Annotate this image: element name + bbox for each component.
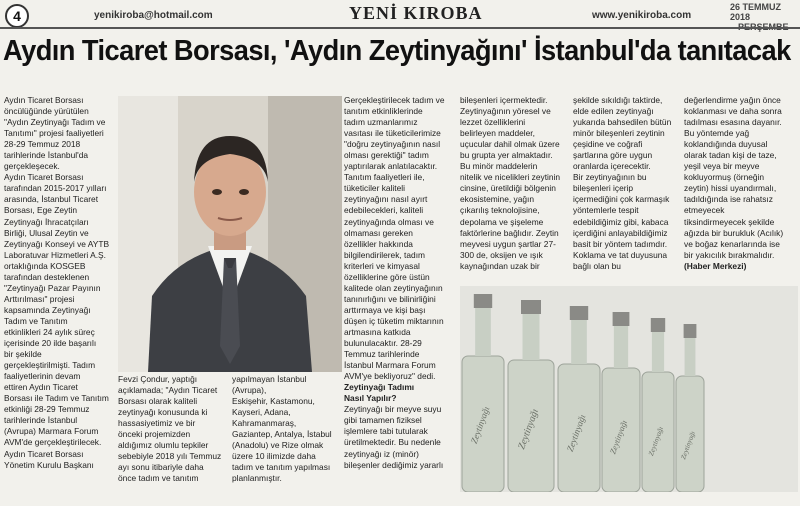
text-line: Zeytinyağı Tadımı: [344, 382, 415, 393]
text-line: zeytinyağında olması ve: [344, 216, 434, 227]
text-line: bilgilendirilerek, tadım: [344, 249, 425, 260]
text-line: bir şekilde: [4, 349, 42, 360]
text-line: tadım ve tanıtım yapılması: [232, 462, 331, 473]
text-line: etkinliği 28-29 Temmuz: [4, 404, 90, 415]
page-bottom-margin: [0, 492, 800, 506]
text-line: ve boğaz kenarlarında ise: [684, 238, 780, 249]
text-line: AVM'de gerçekleştirilecek.: [4, 437, 102, 448]
text-line: "Aydın Zeytinyağı Tadım ve: [4, 117, 106, 128]
text-line: Bu yöntemde yağ: [684, 128, 750, 139]
text-line: koklandığında duyusal: [684, 139, 768, 150]
text-line: Arttırılması" projesi: [4, 293, 75, 304]
text-line: kapsamında Zeytinyağı: [4, 304, 91, 315]
text-line: lezzet özelliklerini: [460, 117, 526, 128]
text-line: "doğru zeytinyağının nasıl: [344, 139, 441, 150]
text-line: Zeytinyağı İhracatçıları: [4, 216, 89, 227]
text-line: kaynağından uzak bir: [460, 260, 540, 271]
text-line: içerisinde 20 ilde başarılı: [4, 338, 97, 349]
text-line: yukarıda bahsedilen bütün: [573, 117, 672, 128]
text-line: tarihlerinde İstanbul: [4, 415, 78, 426]
portrait-photo: [118, 96, 342, 372]
text-line: içerdiğini anlayabildiğimiz: [573, 227, 668, 238]
text-line: kriterleri ve kimyasal: [344, 260, 420, 271]
text-column-4: [344, 95, 456, 471]
text-line: Bu minör maddelerin: [460, 161, 538, 172]
text-line: zeytinyağını nasıl ayırt: [344, 194, 428, 205]
text-line: "Zeytinyağı Pazar Payının: [4, 282, 101, 293]
text-line: planlanmıştır.: [232, 473, 282, 484]
text-line: Borsası ile Tadım ve Tanıtım: [4, 393, 109, 404]
page-header: [0, 0, 800, 28]
text-line: artmasına katkıda: [344, 326, 411, 337]
text-line: tarihlerinde İstanbul'da: [4, 150, 89, 161]
bottles-illustration: [460, 286, 798, 492]
text-line: olarak tadan kişi de taze,: [684, 150, 777, 161]
text-line: Tadım ve Tanıtım: [4, 315, 68, 326]
text-line: ayı sonu itibariyle daha: [118, 462, 204, 473]
text-line: Temmuz tarihlerinde: [344, 349, 420, 360]
text-line: tadım uzmanlarımız: [344, 117, 418, 128]
text-line: önceki projemizden: [118, 429, 191, 440]
svg-text:Zeytinyağı: Zeytinyağı: [564, 413, 588, 453]
svg-text:Zeytinyağı: Zeytinyağı: [516, 407, 542, 451]
svg-text:Zeytinyağı: Zeytinyağı: [608, 418, 629, 456]
text-line: faktörlerine bağlıdır. Zeytin: [460, 227, 559, 238]
text-line: 300 de, oksijen ve ışık: [460, 249, 543, 260]
text-line: şekilde sıkıldığı taktirde,: [573, 95, 663, 105]
website: www.yenikiroba.com: [592, 10, 692, 21]
text-line: çeşidine ve coğrafi: [573, 139, 643, 150]
text-line: içermediğini çok karmaşık: [573, 194, 670, 205]
text-line: ettiren Aydın Ticaret: [4, 382, 78, 393]
text-line: (Avrupa) Marmara Forum: [4, 426, 99, 437]
text-column-7: [684, 95, 796, 272]
text-line: meyvesi uygun şartlar 27-: [460, 238, 556, 249]
text-line: ekosistemine, yağın: [460, 194, 535, 205]
text-line: işlemlere tabi tutularak: [344, 426, 428, 437]
text-line: vasıtası ile tüketicilerimize: [344, 128, 441, 139]
text-line: Nasıl Yapılır?: [344, 393, 397, 404]
text-line: Zeytinyağının yöresel ve: [460, 106, 551, 117]
text-line: yeşil veya bir meyve: [684, 161, 760, 172]
text-line: depolama ve şişeleme: [460, 216, 544, 227]
text-line: bulunulacaktır. 28-29: [344, 338, 422, 349]
text-line: Aydın Ticaret Borsası: [4, 448, 84, 459]
text-line: uçucular dahil olmak üzere: [460, 139, 560, 150]
text-line: özelliklerine göre üstün: [344, 271, 430, 282]
text-line: arttırmaya ve kişi başı: [344, 304, 426, 315]
date-line: 26 TEMMUZ 2018: [730, 2, 782, 22]
text-line: bağlı olan bu: [573, 260, 621, 271]
text-line: düşen iç tüketim miktarının: [344, 315, 444, 326]
text-line: elde edilen zeytinyağı: [573, 106, 654, 117]
text-column-6: [573, 95, 681, 272]
text-line: tanıtım etkinliklerinde: [344, 106, 423, 117]
text-line: Tanıtımı" projesi faaliyetleri: [4, 128, 104, 139]
text-line: tadıldığında ise rahatsız: [684, 194, 773, 205]
text-line: tadılması esasına dayanır.: [684, 117, 782, 128]
text-line: gerçekleştirilmişti. Tadım: [4, 360, 96, 371]
text-line: tanınırlığını ve bilinirliğini: [344, 293, 436, 304]
text-line: faaliyetlerinin devam: [4, 371, 81, 382]
text-line: (Anadolu) ve Rize olmak: [232, 440, 324, 451]
text-line: kalitede olan zeytinyağının: [344, 282, 443, 293]
header-rule: [0, 27, 800, 29]
text-line: şartlarına göre uygun: [573, 150, 653, 161]
text-line: aldığımız olumlu tepkiler: [118, 440, 209, 451]
text-line: zeytin) hissi uyandırmalı,: [684, 183, 777, 194]
text-line: Gaziantep, Antalya, İstabul: [232, 429, 332, 440]
text-line: çıkarılış teknolojisine,: [460, 205, 540, 216]
svg-text:Zeytinyağı: Zeytinyağı: [679, 430, 697, 461]
text-line: bir yakıcılık bırakmalıdır.: [684, 249, 775, 260]
contact-email: yenikiroba@hotmail.com: [94, 10, 213, 21]
text-line: edebilecekleri, kaliteli: [344, 205, 424, 216]
text-column-1: [4, 95, 114, 471]
text-line: Borsası olarak kaliteli: [118, 396, 198, 407]
text-line: belirleyen maddeler,: [460, 128, 535, 139]
text-line: üretilmektedir. Bu nedenle: [344, 437, 441, 448]
text-line: tarafından 2015-2017 yılları: [4, 183, 107, 194]
svg-text:Zeytinyağı: Zeytinyağı: [647, 425, 666, 457]
text-line: Zeytinyağı Konseyi ve AYTB: [4, 238, 110, 249]
text-line: Kayseri, Adana,: [232, 407, 291, 418]
text-line: minör bileşenleri zeytinin: [573, 128, 665, 139]
text-line: Laboratuvar Hizmetleri A.Ş.: [4, 249, 106, 260]
text-line: bileşenler dediğimiz yararlı: [344, 459, 444, 470]
text-line: gerçekleşecek.: [4, 161, 60, 172]
text-line: Koklama ve tat duyusuna: [573, 249, 668, 260]
text-line: AVM'ye bekliyoruz" dedi.: [344, 371, 436, 382]
olive-oil-bottles-photo: [460, 286, 798, 492]
text-line: bu grupta yer almaktadır.: [460, 150, 553, 161]
text-line: bileşenleri içermektedir.: [460, 95, 548, 105]
text-line: sebebiyle 2018 yılı Temmuz: [118, 451, 222, 462]
portrait-illustration: [118, 96, 342, 372]
text-line: Aydın Ticaret Borsası: [4, 172, 84, 183]
text-line: tiksindirmeyecek şekilde: [684, 216, 775, 227]
text-line: özellikler hakkında: [344, 238, 413, 249]
text-line: Tanıtım faaliyetleri ile,: [344, 172, 425, 183]
text-line: etkinlikleri 24 aylık süreç: [4, 326, 95, 337]
text-line: Bir zeytinyağının bu: [573, 172, 647, 183]
text-line: ağızda bir burukluk (Acılık): [684, 227, 784, 238]
text-line: olması gerektiği" tadım: [344, 150, 429, 161]
text-line: Zeytinyağı bir meyve suyu: [344, 404, 442, 415]
text-line: öncülüğünde yürütülen: [4, 106, 89, 117]
article-headline: Aydın Ticaret Borsası, 'Aydın Zeytinyağını' İstanbul'da tanıtacak: [3, 35, 791, 67]
text-line: İstanbul Marmara Forum: [344, 360, 436, 371]
text-line: Aydın Ticaret Borsası: [4, 95, 84, 105]
text-line: koklanması ve daha sonra: [684, 106, 782, 117]
text-line: (Avrupa),: [232, 385, 267, 396]
newspaper-masthead: YENİ KIROBA: [349, 3, 483, 23]
text-line: olmaması gereken: [344, 227, 413, 238]
text-line: Borsası, Ege Zeytin: [4, 205, 78, 216]
text-line: gibi tamamen fiziksel: [344, 415, 422, 426]
text-line: hassasiyetimiz ve bir: [118, 418, 196, 429]
text-column-3: [232, 374, 344, 484]
text-line: Gerçekleştirilecek tadım ve: [344, 95, 445, 105]
text-line: arasında, İstanbul Ticaret: [4, 194, 99, 205]
text-column-5: [460, 95, 570, 272]
text-line: 28-29 Temmuz 2018: [4, 139, 81, 150]
text-line: cinsine, üretildiği bölgenin: [460, 183, 556, 194]
text-line: Birliği, Ulusal Zeytin ve: [4, 227, 89, 238]
text-line: önce tadım ve tanıtım: [118, 473, 199, 484]
text-line: tüketiciler kaliteli: [344, 183, 405, 194]
text-line: yaptırılarak anlatılacaktır.: [344, 161, 438, 172]
text-line: oranlarda içerecektir.: [573, 161, 651, 172]
text-line: zeytinyağı konusunda ki: [118, 407, 208, 418]
text-line: kokluyormuş (örneğin: [684, 172, 765, 183]
svg-text:Zeytinyağı: Zeytinyağı: [468, 405, 492, 445]
text-line: üzere 10 ilimizde daha: [232, 451, 316, 462]
text-line: nitelik ve nicelikleri zeytinin: [460, 172, 561, 183]
text-line: ortaklığında KOSGEB: [4, 260, 86, 271]
text-line: yapılmayan İstanbul: [232, 374, 307, 384]
text-line: Yönetim Kurulu Başkanı: [4, 459, 94, 470]
text-line: zeytinyağı iz (minör): [344, 448, 419, 459]
text-line: Fevzi Çondur, yaptığı: [118, 374, 198, 384]
text-line: bileşenleri içerip: [573, 183, 634, 194]
text-line: etmeyecek: [684, 205, 725, 216]
text-line: edebildiğimiz gibi, kabaca: [573, 216, 669, 227]
page-number: 4: [5, 4, 29, 28]
text-line: Kahramanmaraş,: [232, 418, 297, 429]
text-column-2: [118, 374, 234, 484]
text-line: (Haber Merkezi): [684, 260, 747, 271]
text-line: basit bir yöntem tadımdır.: [573, 238, 668, 249]
text-line: açıklamada; "Aydın Ticaret: [118, 385, 218, 396]
text-line: değerlendirme yağın önce: [684, 95, 781, 105]
text-line: Eskişehir, Kastamonu,: [232, 396, 315, 407]
text-line: yöntemlerle tespit: [573, 205, 639, 216]
text-line: tarafından desteklenen: [4, 271, 90, 282]
